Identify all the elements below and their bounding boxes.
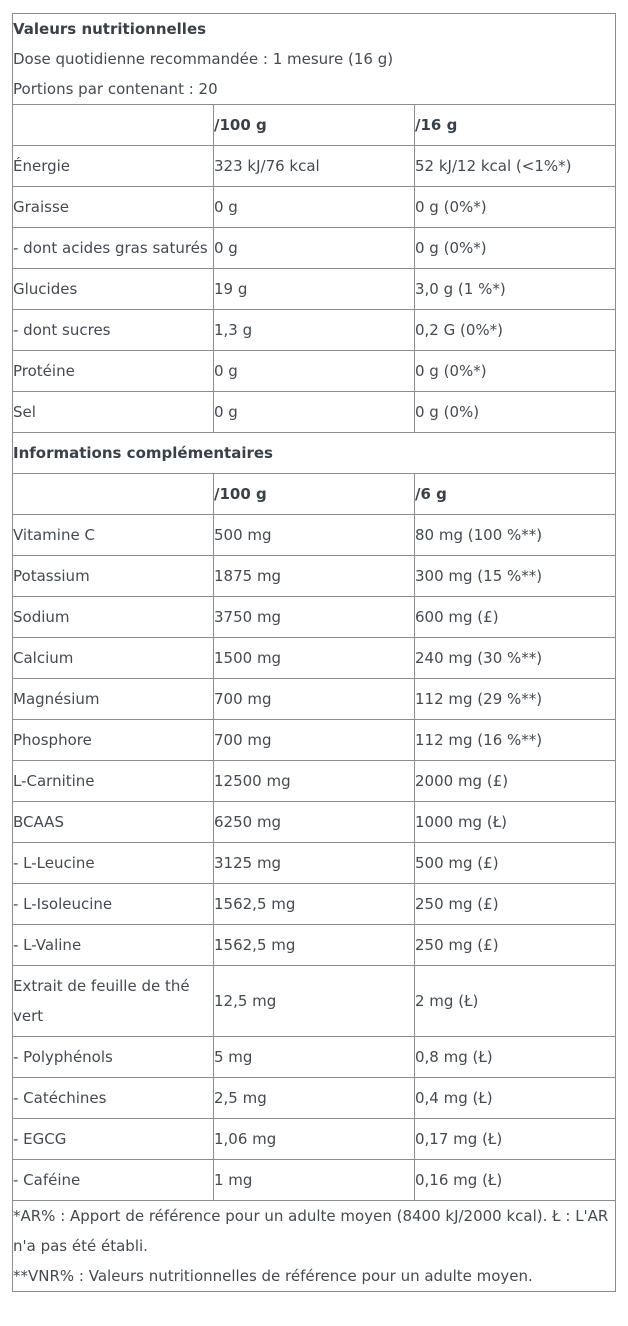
- row-label: - L-Leucine: [13, 843, 214, 884]
- row-value-per-serving: 0 g (0%*): [415, 351, 616, 392]
- row-value-per-serving: 0 g (0%*): [415, 187, 616, 228]
- row-label: Sel: [13, 392, 214, 433]
- row-value-per-100g: 19 g: [214, 269, 415, 310]
- row-value-per-100g: 0 g: [214, 187, 415, 228]
- row-value-per-100g: 5 mg: [214, 1037, 415, 1078]
- row-label: - Caféine: [13, 1160, 214, 1201]
- row-label: - Polyphénols: [13, 1037, 214, 1078]
- row-value-per-serving: 0,16 mg (Ł): [415, 1160, 616, 1201]
- header-cell-per-serving: /6 g: [415, 474, 616, 515]
- row-label: Calcium: [13, 638, 214, 679]
- row-value-per-serving: 500 mg (£): [415, 843, 616, 884]
- row-value-per-100g: 700 mg: [214, 679, 415, 720]
- servings-per-container: Portions par contenant : 20: [13, 80, 218, 98]
- row-value-per-100g: 3125 mg: [214, 843, 415, 884]
- table-row: [13, 146, 616, 187]
- table-row: [13, 679, 616, 720]
- row-value-per-serving: 300 mg (15 %**): [415, 556, 616, 597]
- table-row: [13, 1119, 616, 1160]
- row-value-per-100g: 12,5 mg: [214, 966, 415, 1037]
- table-row: [13, 884, 616, 925]
- nutrition-header-row: [13, 105, 616, 146]
- row-label: Phosphore: [13, 720, 214, 761]
- table-row: [13, 1160, 616, 1201]
- row-value-per-serving: 0,17 mg (Ł): [415, 1119, 616, 1160]
- row-label: Sodium: [13, 597, 214, 638]
- daily-dose: Dose quotidienne recommandée : 1 mesure (16 g): [13, 50, 394, 68]
- footnote-ar: *AR% : Apport de référence pour un adulte moyen (8400 kJ/2000 kcal). Ł : L'AR n'a pas été établi.: [13, 1207, 609, 1255]
- complementary-title: Informations complémentaires: [13, 433, 616, 474]
- row-value-per-serving: 2 mg (Ł): [415, 966, 616, 1037]
- table-row: [13, 187, 616, 228]
- row-value-per-serving: 0 g (0%): [415, 392, 616, 433]
- row-label: Extrait de feuille de thé vert: [13, 966, 214, 1037]
- row-value-per-serving: 80 mg (100 %**): [415, 515, 616, 556]
- row-value-per-100g: 0 g: [214, 392, 415, 433]
- row-value-per-serving: 52 kJ/12 kcal (<1%*): [415, 146, 616, 187]
- row-label: Graisse: [13, 187, 214, 228]
- table-row: [13, 843, 616, 884]
- table-row: [13, 1037, 616, 1078]
- header-cell-per-serving: /16 g: [415, 105, 616, 146]
- row-value-per-serving: 600 mg (£): [415, 597, 616, 638]
- row-value-per-100g: 6250 mg: [214, 802, 415, 843]
- nutrition-table: [12, 13, 616, 1292]
- row-label: - Catéchines: [13, 1078, 214, 1119]
- row-value-per-serving: 3,0 g (1 %*): [415, 269, 616, 310]
- footnotes-row: [13, 1201, 616, 1292]
- table-row: [13, 351, 616, 392]
- row-value-per-serving: 0,8 mg (Ł): [415, 1037, 616, 1078]
- table-row: [13, 1078, 616, 1119]
- row-value-per-100g: 700 mg: [214, 720, 415, 761]
- header-cell-per-100g: /100 g: [214, 105, 415, 146]
- complementary-header-row: [13, 474, 616, 515]
- intro-row: [13, 14, 616, 105]
- row-value-per-100g: 500 mg: [214, 515, 415, 556]
- table-row: [13, 515, 616, 556]
- row-value-per-100g: 1562,5 mg: [214, 925, 415, 966]
- table-row: [13, 761, 616, 802]
- row-value-per-serving: 250 mg (£): [415, 925, 616, 966]
- table-row: [13, 966, 616, 1037]
- table-row: [13, 802, 616, 843]
- table-row: [13, 310, 616, 351]
- row-value-per-serving: 0,2 G (0%*): [415, 310, 616, 351]
- row-value-per-serving: 240 mg (30 %**): [415, 638, 616, 679]
- footnotes-cell: [13, 1201, 616, 1292]
- table-row: [13, 925, 616, 966]
- row-label: Vitamine C: [13, 515, 214, 556]
- nutrition-title: Valeurs nutritionnelles: [13, 20, 207, 38]
- row-value-per-serving: 250 mg (£): [415, 884, 616, 925]
- row-value-per-serving: 112 mg (16 %**): [415, 720, 616, 761]
- table-row: [13, 556, 616, 597]
- row-value-per-100g: 0 g: [214, 228, 415, 269]
- table-row: [13, 392, 616, 433]
- row-value-per-serving: 112 mg (29 %**): [415, 679, 616, 720]
- row-value-per-100g: 0 g: [214, 351, 415, 392]
- row-value-per-100g: 1 mg: [214, 1160, 415, 1201]
- complementary-rows: [13, 515, 616, 1201]
- header-cell-label: [13, 474, 214, 515]
- row-label: Magnésium: [13, 679, 214, 720]
- row-value-per-serving: 2000 mg (£): [415, 761, 616, 802]
- nutrition-rows: [13, 146, 616, 433]
- row-value-per-100g: 1,06 mg: [214, 1119, 415, 1160]
- row-value-per-serving: 1000 mg (Ł): [415, 802, 616, 843]
- table-row: [13, 720, 616, 761]
- row-label: - L-Isoleucine: [13, 884, 214, 925]
- row-value-per-100g: 2,5 mg: [214, 1078, 415, 1119]
- row-value-per-serving: 0 g (0%*): [415, 228, 616, 269]
- row-label: Énergie: [13, 146, 214, 187]
- row-label: - EGCG: [13, 1119, 214, 1160]
- row-value-per-100g: 12500 mg: [214, 761, 415, 802]
- header-cell-label: [13, 105, 214, 146]
- row-label: L-Carnitine: [13, 761, 214, 802]
- row-value-per-100g: 3750 mg: [214, 597, 415, 638]
- row-value-per-100g: 323 kJ/76 kcal: [214, 146, 415, 187]
- table-row: [13, 597, 616, 638]
- row-value-per-100g: 1562,5 mg: [214, 884, 415, 925]
- row-label: Potassium: [13, 556, 214, 597]
- table-row: [13, 269, 616, 310]
- row-value-per-100g: 1875 mg: [214, 556, 415, 597]
- complementary-title-row: [13, 433, 616, 474]
- row-label: - dont acides gras saturés: [13, 228, 214, 269]
- row-value-per-100g: 1500 mg: [214, 638, 415, 679]
- row-label: - L-Valine: [13, 925, 214, 966]
- row-value-per-100g: 1,3 g: [214, 310, 415, 351]
- row-label: BCAAS: [13, 802, 214, 843]
- row-label: Glucides: [13, 269, 214, 310]
- header-cell-per-100g: /100 g: [214, 474, 415, 515]
- row-value-per-serving: 0,4 mg (Ł): [415, 1078, 616, 1119]
- table-row: [13, 638, 616, 679]
- table-row: [13, 228, 616, 269]
- row-label: - dont sucres: [13, 310, 214, 351]
- row-label: Protéine: [13, 351, 214, 392]
- intro-cell: [13, 14, 616, 105]
- footnote-vnr: **VNR% : Valeurs nutritionnelles de référence pour un adulte moyen.: [13, 1267, 533, 1285]
